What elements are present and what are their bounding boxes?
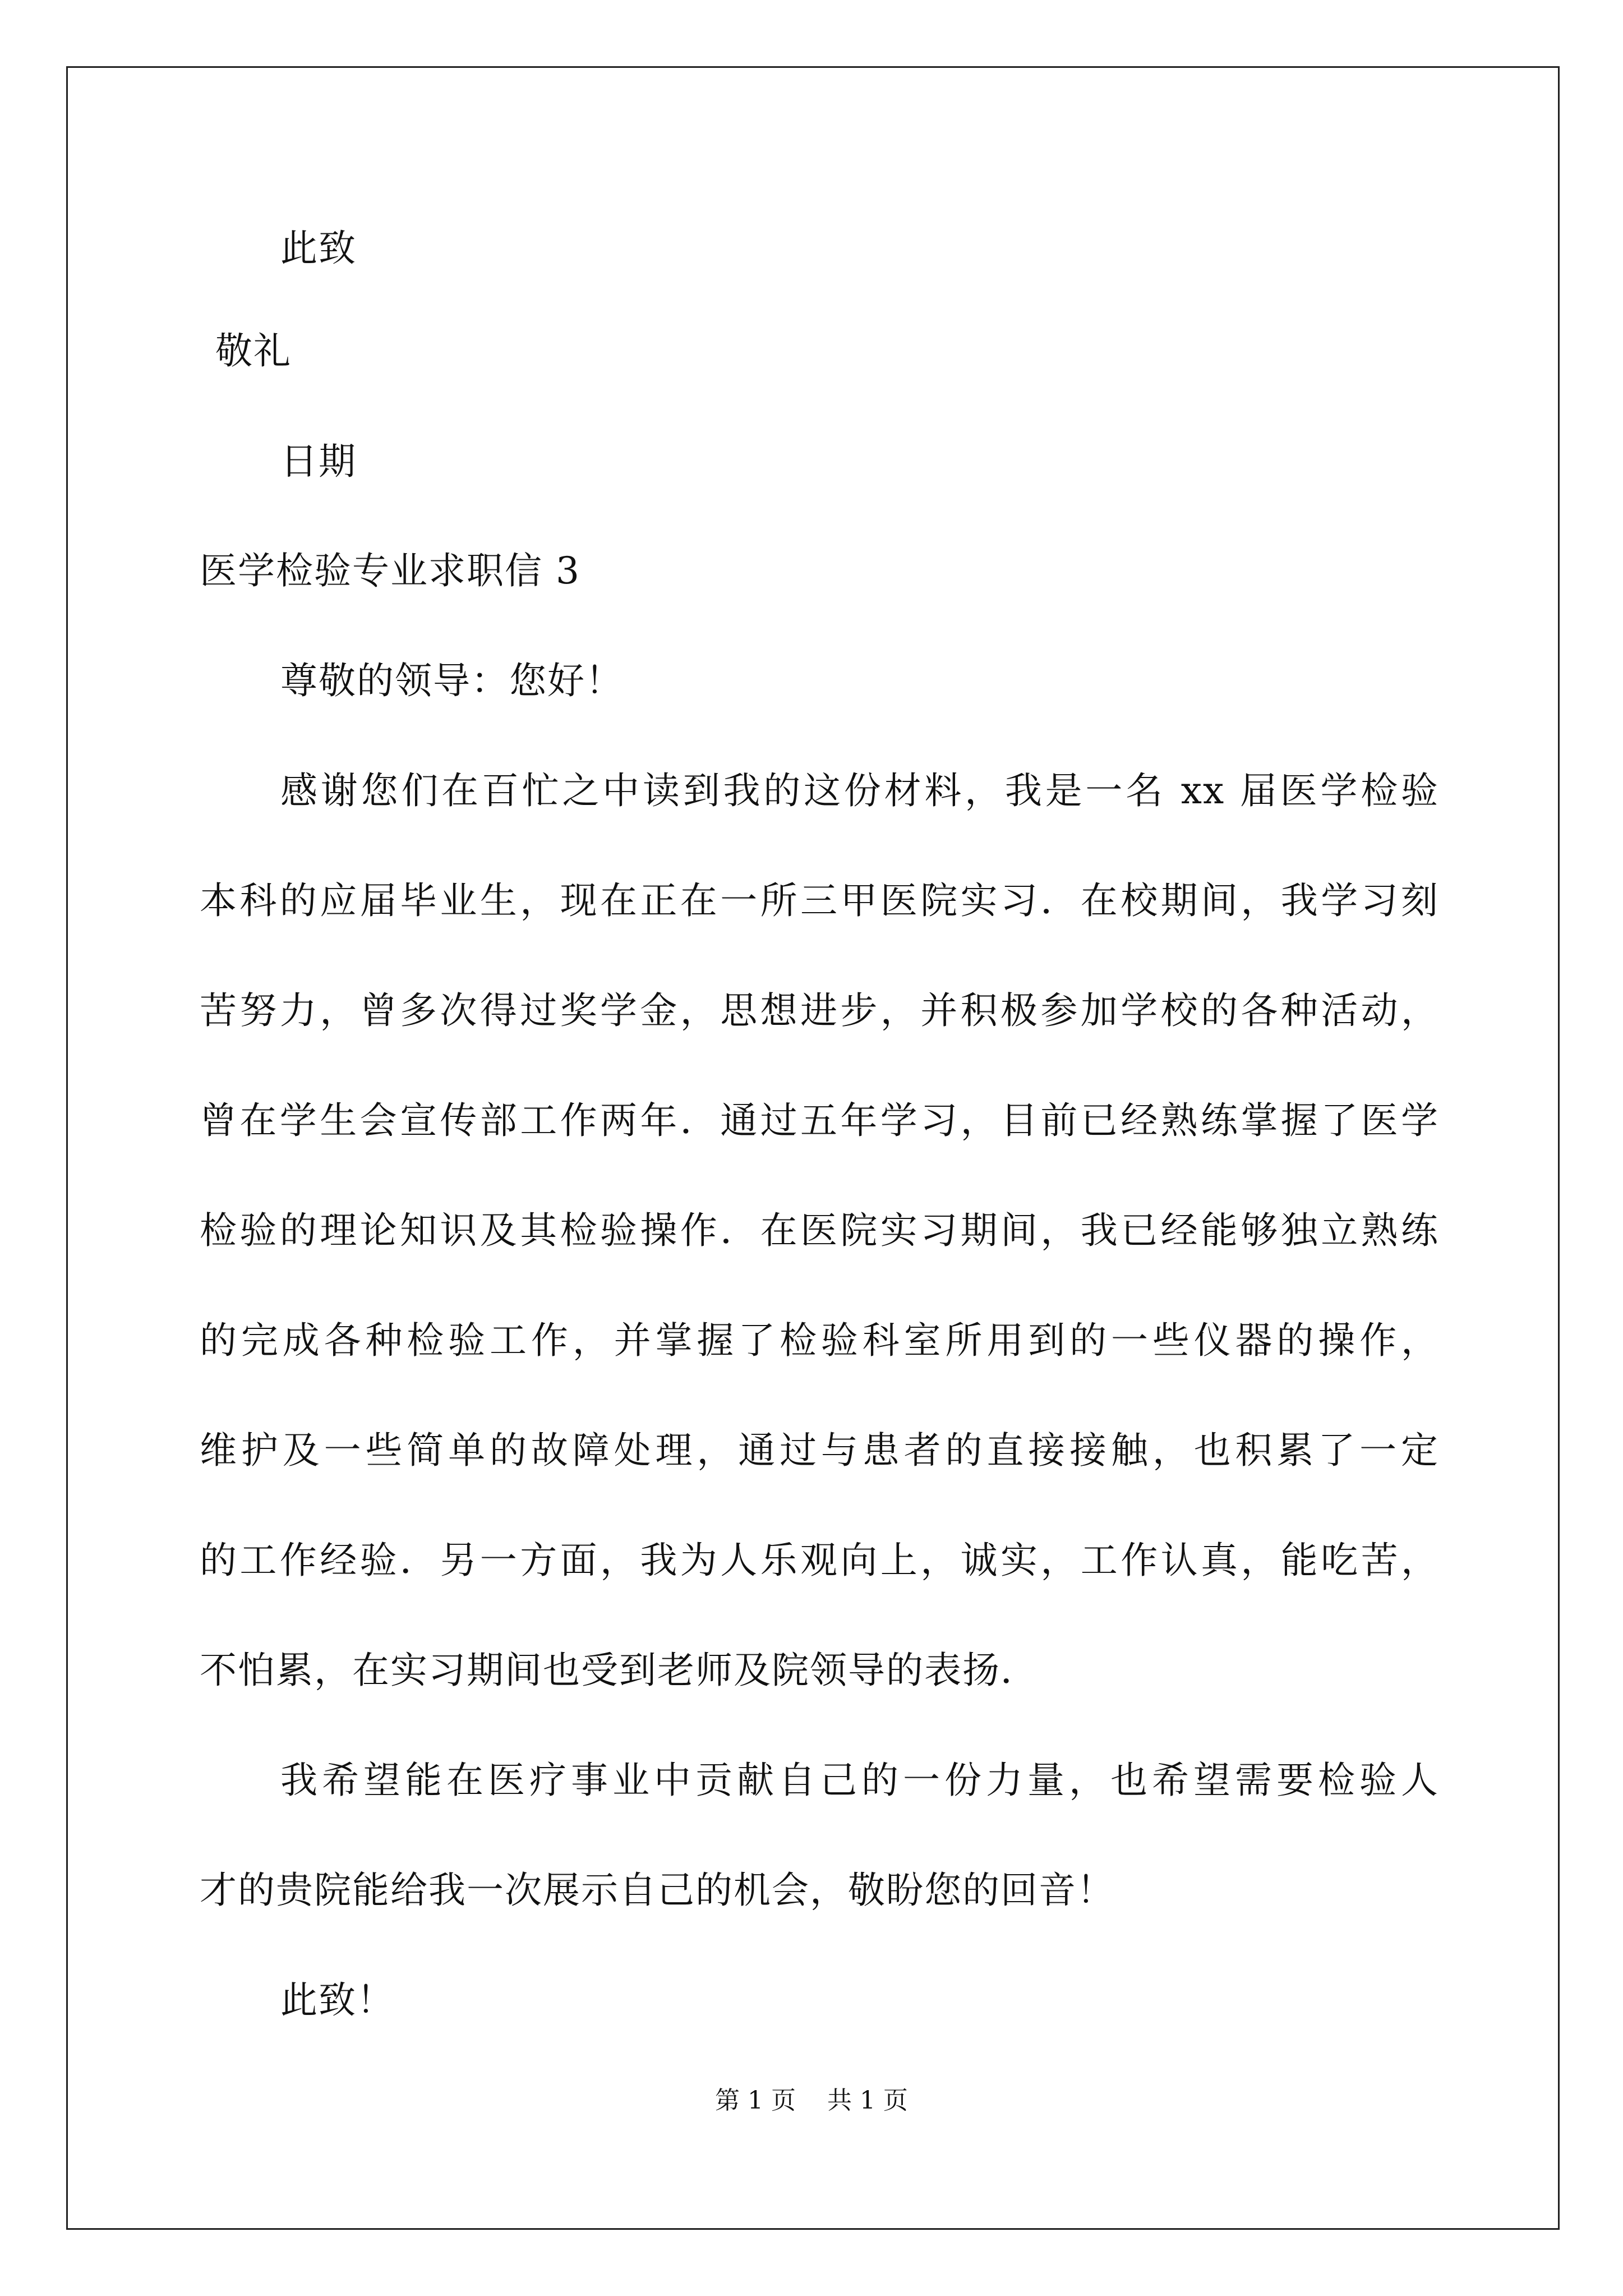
paragraph1-line: 感谢您们在百忙之中读到我的这份材料，我是一名 xx 届医学检验 (280, 769, 1439, 812)
paragraph1-line: 曾在学生会宣传部工作两年．通过五年学习，目前已经熟练掌握了医学 (200, 1099, 1439, 1142)
paragraph1-line: 本科的应届毕业生，现在正在一所三甲医院实习．在校期间，我学习刻 (200, 879, 1439, 922)
closing-date: 日期 (280, 440, 357, 483)
paragraph1-line: 不怕累，在实习期间也受到老师及院领导的表扬． (200, 1649, 1039, 1692)
page-footer (0, 2084, 1623, 2118)
section-title: 医学检验专业求职信 3 (200, 549, 580, 592)
paragraph1-line: 的完成各种检验工作，并掌握了检验科室所用到的一些仪器的操作， (200, 1319, 1439, 1362)
paragraph1-line: 的工作经验．另一方面，我为人乐观向上，诚实，工作认真，能吃苦， (200, 1539, 1439, 1582)
paragraph1-line: 苦努力，曾多次得过奖学金，思想进步，并积极参加学校的各种活动， (200, 989, 1439, 1032)
paragraph2-line: 才的贵院能给我一次展示自己的机会，敬盼您的回音！ (200, 1869, 1115, 1912)
closing-salute-top: 此致 (280, 227, 357, 270)
closing-salute-bottom: 此致！ (280, 1978, 395, 2022)
paragraph1-line: 检验的理论知识及其检验操作．在医院实习期间，我已经能够独立熟练 (200, 1209, 1439, 1252)
page-number: 第 1 页 (715, 2086, 796, 2115)
closing-respect: 敬礼 (215, 329, 292, 372)
paragraph1-line: 维护及一些简单的故障处理，通过与患者的直接接触，也积累了一定 (200, 1429, 1439, 1472)
paragraph2-line: 我希望能在医疗事业中贡献自己的一份力量，也希望需要检验人 (280, 1759, 1439, 1802)
page-total: 共 1 页 (827, 2086, 908, 2115)
greeting: 尊敬的领导：您好！ (280, 659, 624, 702)
